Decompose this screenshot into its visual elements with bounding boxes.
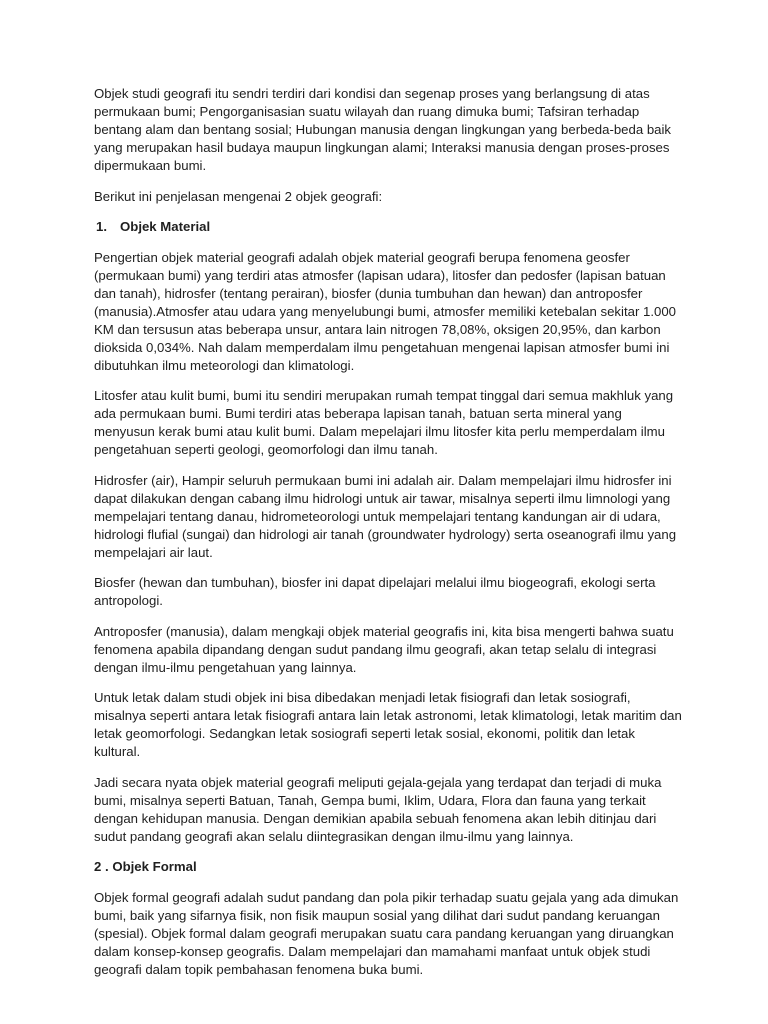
section-1-heading bbox=[94, 218, 684, 236]
letak-paragraph: Untuk letak dalam studi objek ini bisa dibedakan menjadi letak fisiografi dan letak sosiografi, misalnya seperti antara letak fisiografi antara lain letak astronomi, letak klimatologi, letak maritim dan letak geomorfologi. Sedangkan letak sosiografi seperti letak sosial, ekonomi, politik dan letak kultural. bbox=[94, 690, 682, 759]
section-2-heading: 2 . Objek Formal bbox=[94, 859, 197, 874]
antroposfer-paragraph: Antroposfer (manusia), dalam mengkaji objek material geografis ini, kita bisa mengerti bahwa suatu fenomena apabila dipandang dengan sudut pandang ilmu geografi, akan tetap selalu di integrasi dengan ilmu-ilmu pengetahuan yang lainnya. bbox=[94, 623, 674, 675]
intro-paragraph: Objek studi geografi itu sendri terdiri dari kondisi dan segenap proses yang berlangsung di atas permukaan bumi; Pengorganisasian suatu wilayah dan ruang dimuka bumi; Tafsiran terhadap bentang alam dan bentang sosial; Hubungan manusia dengan lingkungan yang berbeda-beda baik yang merupakan hasil budaya maupun lingkungan alami; Interaksi manusia dengan proses-proses dipermukaan bumi. bbox=[94, 86, 672, 173]
hidrosfer-paragraph: Hidrosfer (air), Hampir seluruh permukaan bumi ini adalah air. Dalam mempelajari ilmu hidrosfer ini dapat dilakukan dengan cabang ilmu hidrologi untuk air tawar, misalnya seperti ilmu limnologi yang mempelajari tentang danau, hidrometeorologi untuk mempelajari tentang kandungan air di udara, hidrologi flufial (sungai) dan hidrologi air tanah (groundwater hydrology) serta oseanografi ilmu yang mempelajari air laut. bbox=[94, 472, 677, 560]
section-1-title: Objek Material bbox=[120, 219, 211, 234]
formal-definition-paragraph: Objek formal geografi adalah sudut pandang dan pola pikir terhadap suatu gejala yang ada dimukan bumi, baik yang sifarnya fisik, non fisik maupun sosial yang dilihat dari sudut pandang keruangan (spesial). Objek formal dalam geografi merupakan suatu cara pandang keruangan yang diruangkan dalam konsep-konsep geografis. Dalam mempelajari dan mamahami manfaat untuk objek studi geografi dalam topik pembahasan fenomena buka bumi. bbox=[94, 889, 679, 977]
material-summary-paragraph: Jadi secara nyata objek material geografi meliputi gejala-gejala yang terdapat dan terjadi di muka bumi, misalnya seperti Batuan, Tanah, Gempa bumi, Iklim, Udara, Flora dan fauna yang terkait dengan kehidupan manusia. Dengan demikian apabila sebuah fenomena akan lebih ditinjau dari sudut pandang geografi akan selalu diintegrasikan dengan ilmu-ilmu yang lainnya. bbox=[94, 774, 662, 844]
biosfer-paragraph: Biosfer (hewan dan tumbuhan), biosfer ini dapat dipelajari melalui ilmu biogeografi, ekologi serta antropologi. bbox=[94, 575, 656, 608]
material-definition-paragraph: Pengertian objek material geografi adalah objek material geografi berupa fenomena geosfer (permukaan bumi) yang terdiri atas atmosfer (lapisan udara), litosfer dan pedosfer (lapisan batuan dan tanah), hidrosfer (tentang perairan), biosfer (dunia tumbuhan dan hewan) dan antroposfer (manusia).Atmosfer atau udara yang menyelubungi bumi, atmosfer memiliki ketebalan sekitar 1.000 KM dan tersusun atas beberapa unsur, antara lain nitrogen 78,08%, oksigen 20,95%, dan karbon dioksida 0,034%. Nah dalam memperdalam ilmu pengetahuan mengenai lapisan atmosfer bumi ini dibutuhkan ilmu meteorologi dan klimatologi. bbox=[94, 249, 677, 373]
litosfer-paragraph: Litosfer atau kulit bumi, bumi itu sendiri merupakan rumah tempat tinggal dari semua makhluk yang ada permukaan bumi. Bumi terdiri atas beberapa lapisan tanah, batuan serta mineral yang menyusun kerak bumi atau kulit bumi. Dalam mepelajari ilmu litosfer kita perlu memperdalam ilmu pengetahuan seperti geologi, geomorfologi dan ilmu tanah. bbox=[94, 388, 674, 457]
section-1-number: 1. bbox=[96, 219, 107, 234]
document-page bbox=[94, 85, 684, 991]
lead-paragraph: Berikut ini penjelasan mengenai 2 objek geografi: bbox=[94, 188, 383, 204]
